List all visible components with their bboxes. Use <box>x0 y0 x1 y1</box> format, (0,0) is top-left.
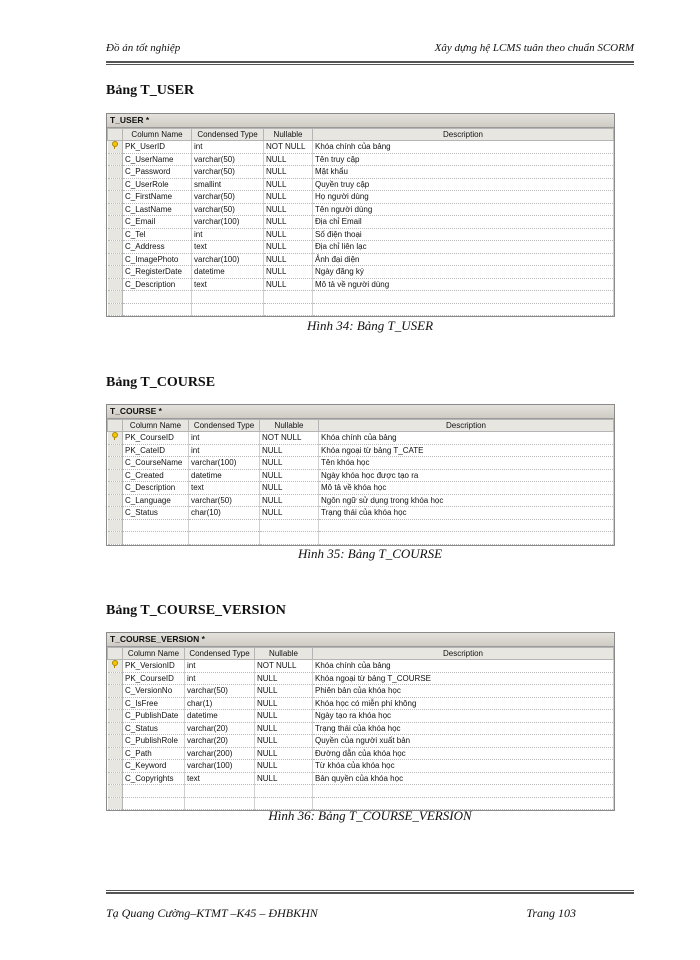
table-row <box>108 191 614 204</box>
table-row <box>108 166 614 179</box>
table-row <box>108 153 614 166</box>
footer-page-number: Trang 103 <box>526 906 576 920</box>
column-name-cell: C_Tel <box>123 228 192 241</box>
column-name-cell: C_Description <box>123 482 189 495</box>
column-header-row <box>108 648 614 660</box>
nullable-cell: NULL <box>255 722 313 735</box>
type-cell: varchar(50) <box>192 166 264 179</box>
nullable-cell: NULL <box>264 178 313 191</box>
description-cell: Trạng thái của khóa học <box>319 507 614 520</box>
nullable-cell <box>264 303 313 316</box>
nullable-cell: NULL <box>255 697 313 710</box>
description-cell: Ngày khóa học được tạo ra <box>319 469 614 482</box>
table-row <box>108 735 614 748</box>
page-footer <box>106 906 576 922</box>
row-selector <box>108 303 123 316</box>
table-grid <box>107 128 614 316</box>
type-cell: varchar(50) <box>185 685 255 698</box>
empty-row <box>108 532 614 545</box>
type-cell: int <box>192 141 264 154</box>
nullable-cell: NULL <box>264 228 313 241</box>
column-name-cell: C_VersionNo <box>123 685 185 698</box>
description-cell: Từ khóa của khóa học <box>313 760 614 773</box>
primary-key-icon <box>111 432 119 440</box>
row-selector <box>108 141 123 154</box>
row-selector <box>108 203 123 216</box>
footer-rule <box>106 890 634 894</box>
column-name-cell: PK_CateID <box>123 444 189 457</box>
column-name-cell: C_PublishDate <box>123 710 185 723</box>
column-name-cell: C_Address <box>123 241 192 254</box>
table-row <box>108 266 614 279</box>
description-cell: Mô tả về khóa học <box>319 482 614 495</box>
nullable-cell: NULL <box>255 772 313 785</box>
type-cell: datetime <box>185 710 255 723</box>
column-name-cell: C_RegisterDate <box>123 266 192 279</box>
type-cell <box>192 303 264 316</box>
column-header-nullable: Nullable <box>260 420 319 432</box>
description-cell: Ngày đăng ký <box>313 266 614 279</box>
row-selector <box>108 747 123 760</box>
column-name-cell: C_Password <box>123 166 192 179</box>
nullable-cell <box>255 785 313 798</box>
row-selector <box>108 772 123 785</box>
type-cell <box>189 532 260 545</box>
nullable-cell: NULL <box>264 203 313 216</box>
column-name-cell: C_ImagePhoto <box>123 253 192 266</box>
empty-row <box>108 785 614 798</box>
column-name-cell: C_UserRole <box>123 178 192 191</box>
table-row <box>108 141 614 154</box>
type-cell: text <box>185 772 255 785</box>
page-header <box>106 40 634 60</box>
column-header-nullable: Nullable <box>255 648 313 660</box>
row-selector <box>108 266 123 279</box>
description-cell: Bản quyền của khóa học <box>313 772 614 785</box>
row-selector <box>108 482 123 495</box>
type-cell: varchar(50) <box>192 153 264 166</box>
row-selector <box>108 697 123 710</box>
table-row <box>108 228 614 241</box>
nullable-cell: NULL <box>260 482 319 495</box>
empty-row <box>108 519 614 532</box>
column-name-cell <box>123 303 192 316</box>
table-row <box>108 747 614 760</box>
type-cell: varchar(20) <box>185 735 255 748</box>
column-name-cell: PK_VersionID <box>123 660 185 673</box>
description-cell: Khóa ngoại từ bảng T_COURSE <box>313 672 614 685</box>
table-grid <box>107 647 614 810</box>
description-cell: Trạng thái của khóa học <box>313 722 614 735</box>
nullable-cell: NULL <box>255 760 313 773</box>
column-header-type: Condensed Type <box>189 420 260 432</box>
row-selector <box>108 760 123 773</box>
row-selector <box>108 153 123 166</box>
column-name-cell: C_Created <box>123 469 189 482</box>
table-row <box>108 482 614 495</box>
nullable-cell: NULL <box>264 191 313 204</box>
nullable-cell: NULL <box>264 253 313 266</box>
column-header-name: Column Name <box>123 129 192 141</box>
column-name-cell <box>123 532 189 545</box>
nullable-cell: NOT NULL <box>264 141 313 154</box>
type-cell: char(10) <box>189 507 260 520</box>
description-cell: Mô tả về người dùng <box>313 278 614 291</box>
type-cell: char(1) <box>185 697 255 710</box>
table-row <box>108 760 614 773</box>
nullable-cell: NULL <box>255 685 313 698</box>
type-cell: int <box>185 672 255 685</box>
nullable-cell: NULL <box>264 216 313 229</box>
table-row <box>108 685 614 698</box>
description-cell: Tên người dùng <box>313 203 614 216</box>
column-name-cell: C_Description <box>123 278 192 291</box>
row-selector <box>108 241 123 254</box>
section-heading-t-user: Bảng T_USER <box>106 83 195 98</box>
description-cell: Mật khẩu <box>313 166 614 179</box>
column-header-description: Description <box>313 648 614 660</box>
column-name-cell <box>123 519 189 532</box>
description-cell <box>319 519 614 532</box>
table-title: T_COURSE_VERSION * <box>107 633 614 647</box>
type-cell: varchar(50) <box>189 494 260 507</box>
type-cell: text <box>192 278 264 291</box>
row-selector-header <box>108 129 123 141</box>
section-heading-t-course-version: Bảng T_COURSE_VERSION <box>106 603 286 618</box>
type-cell: int <box>185 660 255 673</box>
column-name-cell: C_Copyrights <box>123 772 185 785</box>
description-cell <box>313 303 614 316</box>
type-cell: int <box>192 228 264 241</box>
row-selector <box>108 785 123 798</box>
table-row <box>108 216 614 229</box>
primary-key-icon <box>111 660 119 668</box>
nullable-cell: NULL <box>264 153 313 166</box>
table-row <box>108 178 614 191</box>
nullable-cell <box>264 291 313 304</box>
column-name-cell: PK_CourseID <box>123 672 185 685</box>
column-header-name: Column Name <box>123 648 185 660</box>
row-selector <box>108 432 123 445</box>
table-row <box>108 444 614 457</box>
description-cell: Tên khóa học <box>319 457 614 470</box>
column-header-description: Description <box>313 129 614 141</box>
type-cell <box>189 519 260 532</box>
column-name-cell: C_Keyword <box>123 760 185 773</box>
row-selector <box>108 444 123 457</box>
description-cell: Đường dẫn của khóa học <box>313 747 614 760</box>
table-row <box>108 660 614 673</box>
description-cell: Khóa học có miễn phí không <box>313 697 614 710</box>
description-cell: Ảnh đại diện <box>313 253 614 266</box>
primary-key-icon <box>111 141 119 149</box>
column-name-cell: C_Status <box>123 507 189 520</box>
column-header-row <box>108 420 614 432</box>
row-selector <box>108 532 123 545</box>
type-cell: datetime <box>189 469 260 482</box>
row-selector <box>108 710 123 723</box>
description-cell <box>319 532 614 545</box>
nullable-cell: NULL <box>255 710 313 723</box>
nullable-cell: NOT NULL <box>255 660 313 673</box>
table-title: T_COURSE * <box>107 405 614 419</box>
column-header-row <box>108 129 614 141</box>
table-row <box>108 772 614 785</box>
row-selector <box>108 494 123 507</box>
column-name-cell: C_CourseName <box>123 457 189 470</box>
column-name-cell: C_IsFree <box>123 697 185 710</box>
nullable-cell: NULL <box>264 266 313 279</box>
column-name-cell: C_UserName <box>123 153 192 166</box>
nullable-cell <box>260 532 319 545</box>
row-selector <box>108 457 123 470</box>
description-cell: Số điện thoại <box>313 228 614 241</box>
row-selector <box>108 278 123 291</box>
type-cell: text <box>189 482 260 495</box>
row-selector-header <box>108 420 123 432</box>
type-cell: int <box>189 444 260 457</box>
column-name-cell: C_Email <box>123 216 192 229</box>
nullable-cell: NOT NULL <box>260 432 319 445</box>
table-row <box>108 507 614 520</box>
table-row <box>108 469 614 482</box>
type-cell: varchar(200) <box>185 747 255 760</box>
type-cell: varchar(100) <box>192 253 264 266</box>
nullable-cell: NULL <box>255 672 313 685</box>
type-cell: varchar(50) <box>192 191 264 204</box>
table-t-course-version <box>106 632 615 811</box>
table-row <box>108 241 614 254</box>
nullable-cell <box>260 519 319 532</box>
table-row <box>108 710 614 723</box>
column-name-cell: PK_CourseID <box>123 432 189 445</box>
row-selector <box>108 178 123 191</box>
table-row <box>108 722 614 735</box>
row-selector <box>108 216 123 229</box>
nullable-cell: NULL <box>255 735 313 748</box>
nullable-cell: NULL <box>264 241 313 254</box>
description-cell: Quyền truy cập <box>313 178 614 191</box>
empty-row <box>108 303 614 316</box>
type-cell: int <box>189 432 260 445</box>
nullable-cell: NULL <box>255 747 313 760</box>
table-row <box>108 457 614 470</box>
header-rule <box>106 61 634 65</box>
description-cell: Địa chỉ Email <box>313 216 614 229</box>
row-selector <box>108 253 123 266</box>
table-row <box>108 253 614 266</box>
type-cell: varchar(100) <box>189 457 260 470</box>
column-name-cell <box>123 785 185 798</box>
column-header-type: Condensed Type <box>192 129 264 141</box>
description-cell: Khóa chính của bảng <box>313 141 614 154</box>
row-selector <box>108 660 123 673</box>
figure-caption-36: Hình 36: Bảng T_COURSE_VERSION <box>268 808 472 823</box>
row-selector <box>108 228 123 241</box>
table-t-user <box>106 113 615 317</box>
footer-author: Tạ Quang Cường–KTMT –K45 – ĐHBKHN <box>106 906 318 920</box>
type-cell <box>192 291 264 304</box>
column-name-cell: C_LastName <box>123 203 192 216</box>
column-header-description: Description <box>319 420 614 432</box>
nullable-cell: NULL <box>260 469 319 482</box>
figure-caption-35: Hình 35: Bảng T_COURSE <box>297 546 443 561</box>
nullable-cell: NULL <box>260 457 319 470</box>
nullable-cell: NULL <box>260 444 319 457</box>
description-cell <box>313 785 614 798</box>
column-name-cell: C_Path <box>123 747 185 760</box>
empty-row <box>108 291 614 304</box>
type-cell: text <box>192 241 264 254</box>
description-cell: Khóa chính của bảng <box>313 660 614 673</box>
description-cell: Địa chỉ liên lạc <box>313 241 614 254</box>
column-name-cell <box>123 291 192 304</box>
column-name-cell: PK_UserID <box>123 141 192 154</box>
description-cell: Tên truy cập <box>313 153 614 166</box>
column-name-cell: C_FirstName <box>123 191 192 204</box>
table-row <box>108 432 614 445</box>
row-selector <box>108 672 123 685</box>
row-selector <box>108 507 123 520</box>
description-cell: Họ người dùng <box>313 191 614 204</box>
type-cell: varchar(100) <box>185 760 255 773</box>
column-name-cell: C_Status <box>123 722 185 735</box>
table-row <box>108 672 614 685</box>
type-cell: varchar(100) <box>192 216 264 229</box>
table-row <box>108 494 614 507</box>
row-selector-header <box>108 648 123 660</box>
section-heading-t-course: Bảng T_COURSE <box>106 375 216 390</box>
nullable-cell: NULL <box>260 494 319 507</box>
row-selector <box>108 722 123 735</box>
type-cell <box>185 785 255 798</box>
description-cell: Ngày tạo ra khóa học <box>313 710 614 723</box>
column-header-type: Condensed Type <box>185 648 255 660</box>
description-cell: Ngôn ngữ sử dụng trong khóa học <box>319 494 614 507</box>
header-project-title: Xây dựng hệ LCMS tuân theo chuẩn SCORM <box>434 42 634 54</box>
row-selector <box>108 291 123 304</box>
header-document-type: Đồ án tốt nghiệp <box>106 42 181 54</box>
table-t-course <box>106 404 615 546</box>
description-cell: Khóa ngoại từ bảng T_CATE <box>319 444 614 457</box>
row-selector <box>108 469 123 482</box>
row-selector <box>108 166 123 179</box>
type-cell: smallint <box>192 178 264 191</box>
row-selector <box>108 685 123 698</box>
type-cell: varchar(20) <box>185 722 255 735</box>
nullable-cell: NULL <box>260 507 319 520</box>
column-name-cell: C_Language <box>123 494 189 507</box>
description-cell: Quyền của người xuất bản <box>313 735 614 748</box>
description-cell: Khóa chính của bảng <box>319 432 614 445</box>
table-row <box>108 278 614 291</box>
type-cell: datetime <box>192 266 264 279</box>
row-selector <box>108 191 123 204</box>
table-title: T_USER * <box>107 114 614 128</box>
table-grid <box>107 419 614 545</box>
row-selector <box>108 735 123 748</box>
column-name-cell: C_PublishRole <box>123 735 185 748</box>
description-cell: Phiên bản của khóa học <box>313 685 614 698</box>
nullable-cell: NULL <box>264 278 313 291</box>
table-row <box>108 697 614 710</box>
column-header-name: Column Name <box>123 420 189 432</box>
column-header-nullable: Nullable <box>264 129 313 141</box>
row-selector <box>108 519 123 532</box>
figure-caption-34: Hình 34: Bảng T_USER <box>306 318 434 333</box>
description-cell <box>313 291 614 304</box>
type-cell: varchar(50) <box>192 203 264 216</box>
nullable-cell: NULL <box>264 166 313 179</box>
table-row <box>108 203 614 216</box>
